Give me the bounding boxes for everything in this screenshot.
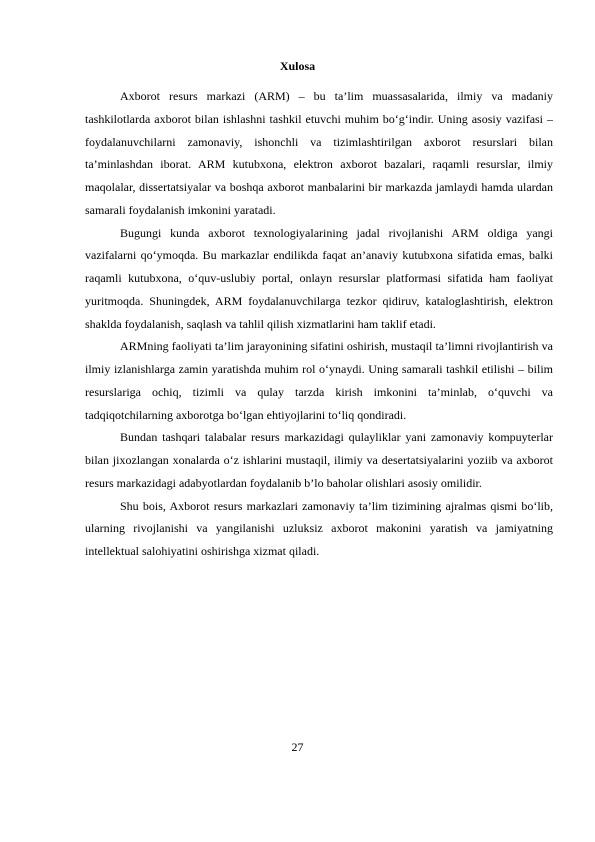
page-title: Xulosa <box>279 59 316 73</box>
page-number: 27 <box>291 740 304 754</box>
document-body <box>85 85 553 563</box>
paragraph-5: Shu bois, Axborot resurs markazlari zamonaviy ta’lim tizimining ajralmas qismi bo‘lib, ularning rivojlanishi va yangilanishi uzluksiz axborot makonini yaratish va jamiyatning intellektual salohiyatini oshirishga xizmat qiladi. <box>85 498 553 558</box>
paragraph-3: ARMning faoliyati ta’lim jarayonining sifatini oshirish, mustaqil ta’limni rivojlantirish va ilmiy izlanishlarga zamin yaratishda muhim rol o‘ynaydi. Uning samarali tashkil etilishi – bilim resurslariga ochiq, tizimli va qulay tarzda kirish imkonini ta’minlab, o‘quvchi va tadqiqotchilarning axborotga bo‘lgan ehtiyojlarini to‘liq qondiradi. <box>85 339 553 422</box>
paragraph-1: Axborot resurs markazi (ARM) – bu ta’lim muassasalarida, ilmiy va madaniy tashkilotlarda axborot bilan ishlashni tashkil etuvchi muhim bo‘g‘indir. Uning asosiy vazifasi – foydalanuvchilarni zamonaviy, ishonchli va tizimlashtirilgan axborot resurslari bilan ta’minlashdan iborat. ARM kutubxona, elektron axborot bazalari, raqamli resurslar, ilmiy maqolalar, dissertatsiyalar va boshqa axborot manbalarini bir markazda jamlaydi hamda ulardan samarali foydalanish imkonini yaratadi. <box>85 89 553 217</box>
paragraph-4: Bundan tashqari talabalar resurs markazidagi qulayliklar yani zamonaviy kompuyterlar bilan jixozlangan xonalarda o‘z ishlarini mustaqil, ilimiy va desertatsiyalarini yoziib va axborot resurs markazidagi adabyotlardan foydalanib b’lo baholar olishlari asosiy omilidir. <box>85 430 553 490</box>
paragraph-2: Bugungi kunda axborot texnologiyalarining jadal rivojlanishi ARM oldiga yangi vazifalarni qo‘ymoqda. Bu markazlar endilikda faqat an’anaviy kutubxona sifatida emas, balki raqamli kutubxona, o‘quv-uslubiy portal, onlayn resurslar platformasi sifatida ham faoliyat yuritmoqda. Shuningdek, ARM foydalanuvchilarga tezkor qidiruv, kataloglashtirish, elektron shaklda foydalanish, saqlash va tahlil qilish xizmatlarini ham taklif etadi. <box>85 225 553 331</box>
